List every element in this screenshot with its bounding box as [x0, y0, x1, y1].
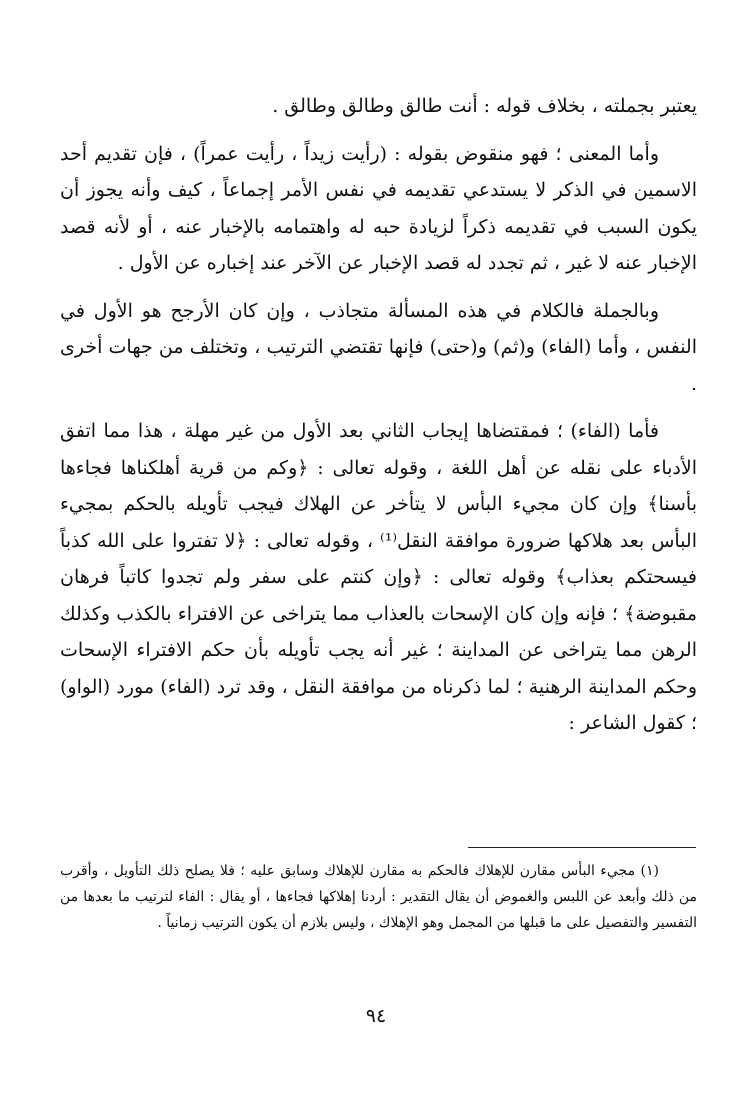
footnote-divider — [468, 847, 696, 848]
footnote-1: (١) مجيء البأس مقارن للإهلاك فالحكم به مقارن للإهلاك وسابق عليه ؛ فلا يصلح ذلك التأويل ، وأقرب من ذلك وأبعد عن اللبس والغموض أن يقال التقدير : أردنا إهلاكها فجاءها ، أو يقال : الفاء لترتيب ما بعدها من التفسير والتفصيل على ما قبلها من المجمل وهو الإهلاك ، وليس بلازم أن يكون الترتيب زمانياً . — [60, 863, 697, 931]
footnote-block — [60, 858, 697, 936]
page-number: ٩٤ — [365, 1005, 387, 1027]
paragraph-2: وأما المعنى ؛ فهو منقوض بقوله : (رأيت زيداً ، رأيت عمراً) ، فإن تقديم أحد الاسمين في الذكر لا يستدعي تقديمه في نفس الأمر إجماعاً ، كيف وأنه يجوز أن يكون السبب في تقديمه ذكراً لزيادة حبه له واهتمامه بالإخبار عنه ، أو لأنه قصد الإخبار عنه لا غير ، ثم تجدد له قصد الإخبار عن الآخر عند إخباره عن الأول . — [60, 142, 697, 274]
paragraph-1: يعتبر بجملته ، بخلاف قوله : أنت طالق وطالق وطالق . — [272, 95, 697, 117]
paragraph-3: وبالجملة فالكلام في هذه المسألة متجاذب ، وإن كان الأرجح هو الأول في النفس ، وأما (الفاء) و(ثم) و(حتى) فإنها تقتضي الترتيب ، وتختلف من جهات أخرى . — [60, 299, 697, 395]
main-text-block — [60, 88, 697, 742]
paragraph-4: فأما (الفاء) ؛ فمقتضاها إيجاب الثاني بعد الأول من غير مهلة ، هذا مما اتفق الأدباء على نقله عن أهل اللغة ، وقوله تعالى : ﴿وكم من قرية أهلكناها فجاءها بأسنا﴾ وإن كان مجيء البأس لا يتأخر عن الهلاك فيجب تأويله بالحكم بمجيء البأس بعد هلاكها ضرورة موافقة النقل⁽¹⁾ ، وقوله تعالى : ﴿لا تفتروا على الله كذباً فيسحتكم بعذاب﴾ وقوله تعالى : ﴿وإن كنتم على سفر ولم تجدوا كاتباً فرهان مقبوضة﴾ ؛ فإنه وإن كان الإسحات بالعذاب مما يتراخى عن الافتراء بالكذب وكذلك الرهن مما يتراخى عن المداينة ؛ غير أنه يجب تأويله بأن حكم الافتراء الإسحات وحكم المداينة الرهنية ؛ لما ذكرناه من موافقة النقل ، وقد ترد (الفاء) مورد (الواو) ؛ كقول الشاعر : — [60, 420, 697, 734]
